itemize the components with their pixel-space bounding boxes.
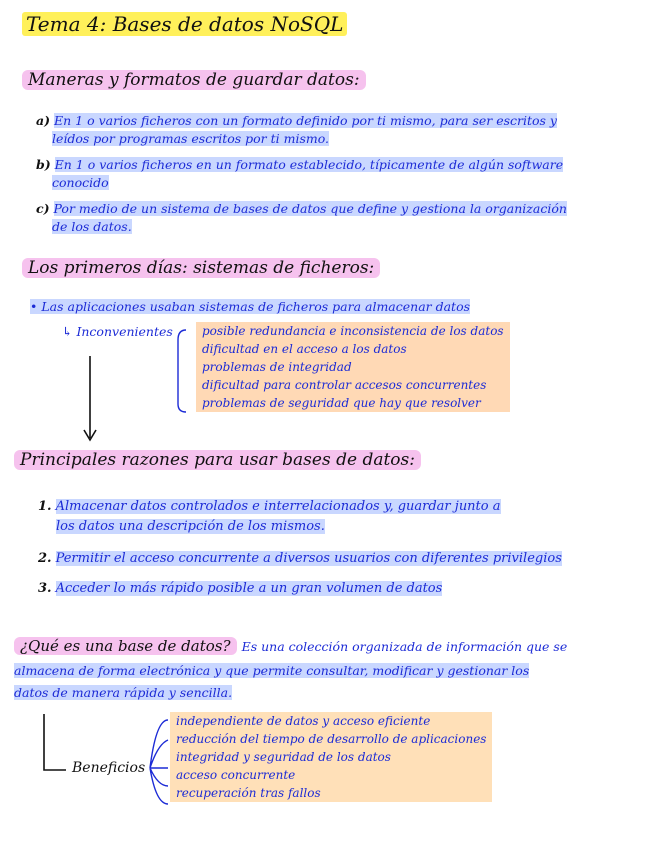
list-item-maneras-a <box>36 112 557 130</box>
item-marker: b) <box>36 157 51 172</box>
item-marker: 1. <box>38 499 52 514</box>
item-line: conocido <box>52 175 109 190</box>
item-marker: c) <box>36 201 50 216</box>
section-heading-razones <box>14 450 421 470</box>
inconvenientes-list <box>196 322 510 412</box>
list-item-maneras-c-cont <box>52 218 132 236</box>
beneficio-item: acceso concurrente <box>170 766 492 784</box>
page-title-text: Tema 4: Bases de datos NoSQL <box>22 12 347 36</box>
inconveniente-item: posible redundancia e inconsistencia de los datos <box>196 322 510 340</box>
item-line: Por medio de un sistema de bases de datos que define y gestiona la organización <box>53 201 567 216</box>
section-heading-maneras <box>22 70 366 90</box>
item-marker: 2. <box>38 551 52 566</box>
inconveniente-item: dificultad para controlar accesos concurrentes <box>196 376 510 394</box>
inconveniente-item: dificultad en el acceso a los datos <box>196 340 510 358</box>
item-line: Acceder lo más rápido posible a un gran volumen de datos <box>55 581 443 596</box>
item-line: de los datos. <box>52 219 132 234</box>
que-es-answer: almacena de forma electrónica y que permite consultar, modificar y gestionar los <box>14 663 530 678</box>
que-es-question: ¿Qué es una base de datos? <box>14 637 237 655</box>
list-item-maneras-b <box>36 156 563 174</box>
list-item-razones-1-cont <box>56 518 325 536</box>
beneficio-item: recuperación tras fallos <box>170 784 492 802</box>
primeros-bullet <box>30 298 470 316</box>
beneficios-connector <box>44 714 66 770</box>
beneficio-item: integridad y seguridad de los datos <box>170 748 492 766</box>
item-marker: 3. <box>38 581 52 596</box>
que-es-answer: datos de manera rápida y sencilla. <box>14 685 233 700</box>
item-line: En 1 o varios ficheros en un formato establecido, típicamente de algún software <box>54 157 564 172</box>
page-title <box>22 12 347 36</box>
item-line: leídos por programas escritos por ti mismo. <box>52 131 330 146</box>
section-heading-maneras-text: Maneras y formatos de guardar datos: <box>22 70 366 90</box>
item-line: los datos una descripción de los mismos. <box>56 519 325 534</box>
beneficios-brace <box>150 720 168 804</box>
beneficios-label: Beneficios <box>72 760 146 776</box>
section-heading-primeros-text: Los primeros días: sistemas de ficheros: <box>22 258 380 278</box>
item-line: Almacenar datos controlados e interrelacionados y, guardar junto a <box>55 499 501 514</box>
section-heading-razones-text: Principales razones para usar bases de datos: <box>14 450 421 470</box>
item-line: Permitir el acceso concurrente a diversos usuarios con diferentes privilegios <box>55 551 562 566</box>
list-item-razones-1 <box>38 498 501 516</box>
list-item-maneras-c <box>36 200 567 218</box>
list-item-maneras-a-cont <box>52 130 329 148</box>
down-arrow-head <box>84 430 96 440</box>
que-es-line2 <box>14 662 529 680</box>
inconveniente-item: problemas de seguridad que hay que resolver <box>196 394 510 412</box>
que-es-answer: Es una colección organizada de información que se <box>241 639 568 654</box>
item-line: En 1 o varios ficheros con un formato definido por ti mismo, para ser escritos y <box>54 113 557 128</box>
inconveniente-item: problemas de integridad <box>196 358 510 376</box>
list-item-maneras-b-cont <box>52 174 109 192</box>
item-marker: a) <box>36 113 51 128</box>
que-es-line1 <box>14 636 567 656</box>
bullet-text: • Las aplicaciones usaban sistemas de ficheros para almacenar datos <box>30 299 471 314</box>
inconvenientes-brace <box>178 330 186 412</box>
list-item-razones-3 <box>38 580 442 598</box>
que-es-line3 <box>14 684 232 702</box>
section-heading-primeros <box>22 258 380 278</box>
list-item-razones-2 <box>38 550 562 568</box>
beneficio-item: independiente de datos y acceso eficiente <box>170 712 492 730</box>
inconvenientes-label: ↳ Inconvenientes <box>62 324 173 339</box>
beneficios-list <box>170 712 492 802</box>
beneficio-item: reducción del tiempo de desarrollo de aplicaciones <box>170 730 492 748</box>
